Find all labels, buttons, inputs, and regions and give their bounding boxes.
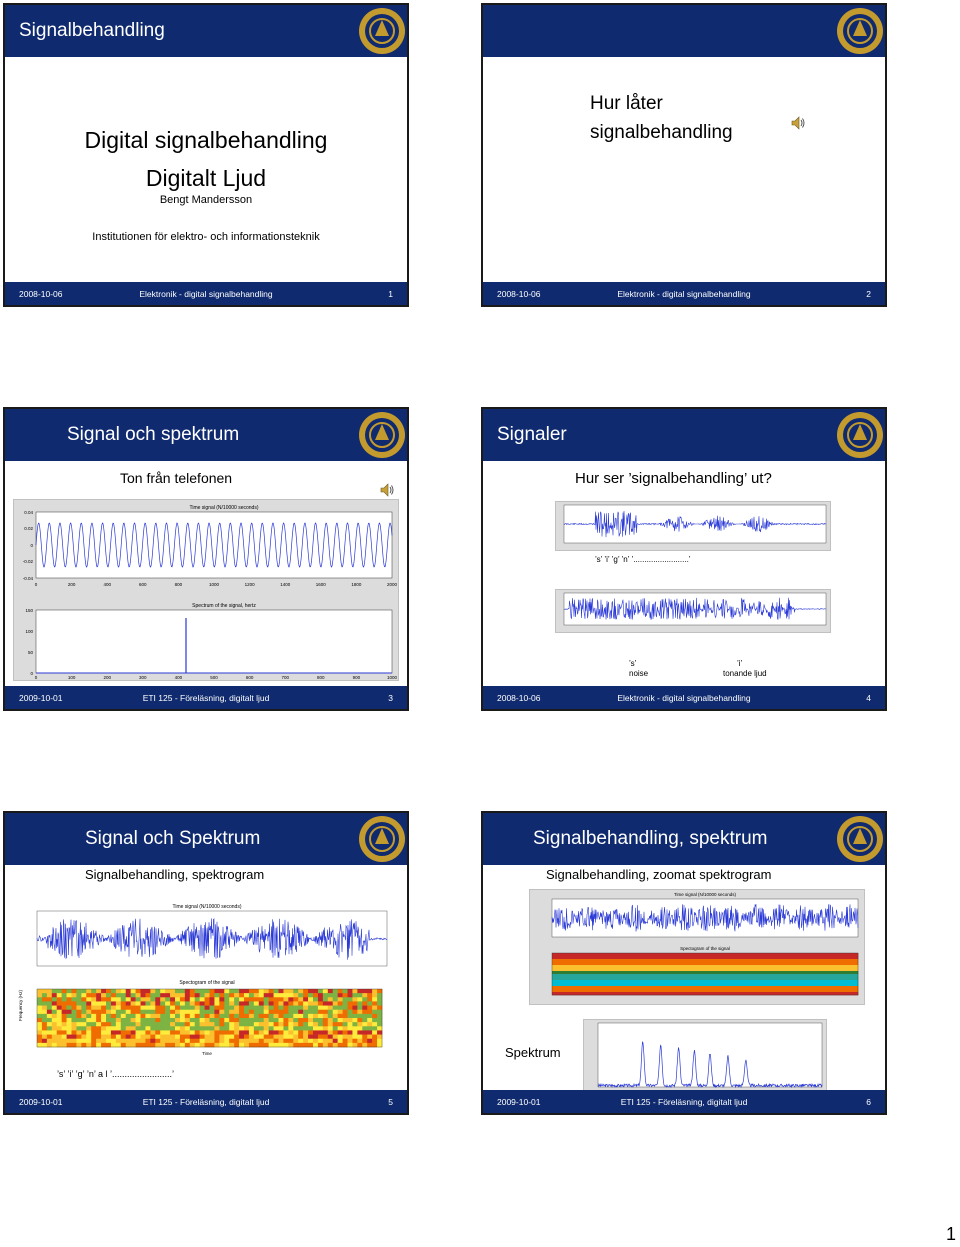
slide-number: 2: [866, 289, 871, 299]
slide-title: Signalbehandling: [19, 20, 165, 41]
author: Bengt Mandersson: [159, 194, 253, 206]
label-voiced: tonande ljud: [723, 669, 767, 678]
university-seal-icon: [357, 410, 407, 460]
spectrum-figure: [583, 1019, 827, 1097]
x-tick: 900: [352, 675, 361, 680]
axis-label: Frequency (Hz): [18, 989, 23, 1021]
x-tick: 800: [174, 582, 183, 587]
x-tick: 500: [210, 675, 218, 680]
x-tick: 200: [103, 675, 111, 680]
plot-title: Time signal (N/10000 seconds): [189, 505, 259, 511]
y-tick: 0: [30, 671, 33, 676]
x-tick: 400: [103, 582, 111, 587]
y-tick: 100: [25, 629, 33, 634]
slide-header: [483, 5, 885, 57]
page-number: 1: [945, 1224, 956, 1244]
question: Hur ser ’signalbehandling’ ut?: [575, 470, 772, 487]
x-tick: 100: [67, 675, 76, 680]
footer-date: 2008-10-06: [497, 693, 541, 703]
slide-3: [3, 407, 409, 711]
plot-title: Spectogram of the signal: [179, 980, 235, 986]
slide-title: Signal och Spektrum: [85, 828, 261, 849]
slide-header: [5, 813, 407, 865]
y-tick: 50: [27, 650, 33, 655]
slide-title: Signalbehandling, spektrum: [533, 828, 768, 849]
x-tick: 0: [34, 582, 38, 587]
footer-title: ETI 125 - Föreläsning, digitalt ljud: [142, 1097, 270, 1107]
slide-header: [483, 409, 885, 461]
slide-footer: [483, 282, 885, 305]
footer-title: Elektronik - digital signalbehandling: [617, 693, 751, 703]
x-tick: 1800: [351, 582, 362, 587]
footer-date: 2009-10-01: [19, 1097, 63, 1107]
matlab-figure: [529, 889, 865, 1005]
label-i: ’i’: [737, 659, 743, 668]
title-line-2: Digitalt Ljud: [145, 165, 267, 191]
plot-title: Time signal (N/10000 seconds): [172, 904, 242, 910]
slide-1: [3, 3, 409, 307]
slide-4: [481, 407, 887, 711]
university-seal-icon: [835, 410, 885, 460]
label-noise: noise: [629, 669, 649, 678]
x-tick: 1600: [315, 582, 326, 587]
matlab-figure: [13, 499, 399, 681]
slide-header: [5, 5, 407, 57]
letters-label: ’s’ ’i’ ’g’ ’n’ ’.........................’: [595, 555, 691, 564]
tone-plots: [14, 500, 398, 680]
slide-5: [3, 811, 409, 1115]
x-tick: 0: [34, 675, 38, 680]
plot-title: Spectrum of the signal, hertz: [192, 603, 256, 609]
x-tick: 300: [139, 675, 147, 680]
y-tick: 0: [30, 543, 33, 548]
subtitle: Signalbehandling, spektrogram: [85, 867, 265, 882]
y-tick: 0.02: [24, 526, 33, 531]
speaker-icon[interactable]: [379, 482, 395, 498]
slide-footer: [5, 686, 407, 709]
y-tick: -0.04: [22, 576, 33, 581]
y-tick: 150: [25, 608, 33, 613]
slide-number: 5: [388, 1097, 393, 1107]
waveform-figure: [555, 589, 831, 633]
slide-title: Signaler: [497, 424, 567, 445]
slide-footer: [483, 686, 885, 709]
slide-2: [481, 3, 887, 307]
footer-title: Elektronik - digital signalbehandling: [617, 289, 751, 299]
slide-header: [483, 813, 885, 865]
slide-number: 6: [866, 1097, 871, 1107]
subtitle: Signalbehandling, zoomat spektrogram: [546, 867, 772, 882]
plot-title: Spectogram of the signal: [680, 946, 730, 951]
waveform-figure: [555, 501, 831, 551]
footer-date: 2009-10-01: [19, 693, 63, 703]
institution: Institutionen för elektro- och informationsteknik: [92, 231, 320, 243]
x-tick: 1000: [386, 675, 398, 680]
plot-title: Time signal (N/10000 seconds): [673, 892, 737, 897]
footer-title: ETI 125 - Föreläsning, digitalt ljud: [620, 1097, 748, 1107]
slide-footer: [5, 1090, 407, 1113]
title-line-2: signalbehandling: [590, 122, 733, 143]
y-tick: -0.02: [22, 559, 33, 564]
slide-number: 4: [866, 693, 871, 703]
letters-label: ’s’ ’i’ ’g’ ’n’ a l ’........................’: [57, 1069, 175, 1079]
slide-title: Signal och spektrum: [67, 424, 240, 445]
footer-date: 2008-10-06: [497, 289, 541, 299]
university-seal-icon: [835, 6, 885, 56]
title-line-1: Digital signalbehandling: [84, 127, 328, 153]
slide-number: 3: [388, 693, 393, 703]
title-line-1: Hur låter: [590, 93, 663, 114]
slide-header: [5, 409, 407, 461]
university-seal-icon: [357, 6, 407, 56]
x-tick: 800: [317, 675, 325, 680]
university-seal-icon: [357, 814, 407, 864]
footer-date: 2009-10-01: [497, 1097, 541, 1107]
x-tick: 1200: [244, 582, 255, 587]
slide-footer: [5, 282, 407, 305]
x-tick: 2000: [386, 582, 398, 587]
label-s: ’s’: [629, 659, 637, 668]
x-tick: 1400: [280, 582, 291, 587]
footer-title: ETI 125 - Föreläsning, digitalt ljud: [142, 693, 270, 703]
university-seal-icon: [835, 814, 885, 864]
x-tick: 600: [245, 675, 254, 680]
subtitle: Ton från telefonen: [120, 470, 233, 486]
axis-label: Time: [202, 1051, 212, 1056]
footer-date: 2008-10-06: [19, 289, 63, 299]
slide-number: 1: [388, 289, 393, 299]
x-tick: 1000: [208, 582, 220, 587]
slide-footer: [483, 1090, 885, 1113]
slide-6: [481, 811, 887, 1115]
x-tick: 600: [139, 582, 147, 587]
footer-title: Elektronik - digital signalbehandling: [139, 289, 273, 299]
y-tick: 0.04: [24, 510, 33, 515]
x-tick: 400: [174, 675, 183, 680]
x-tick: 700: [281, 675, 289, 680]
speaker-icon[interactable]: [790, 115, 806, 131]
x-tick: 200: [67, 582, 76, 587]
side-label: Spektrum: [505, 1045, 561, 1060]
matlab-figure: [17, 901, 391, 1056]
